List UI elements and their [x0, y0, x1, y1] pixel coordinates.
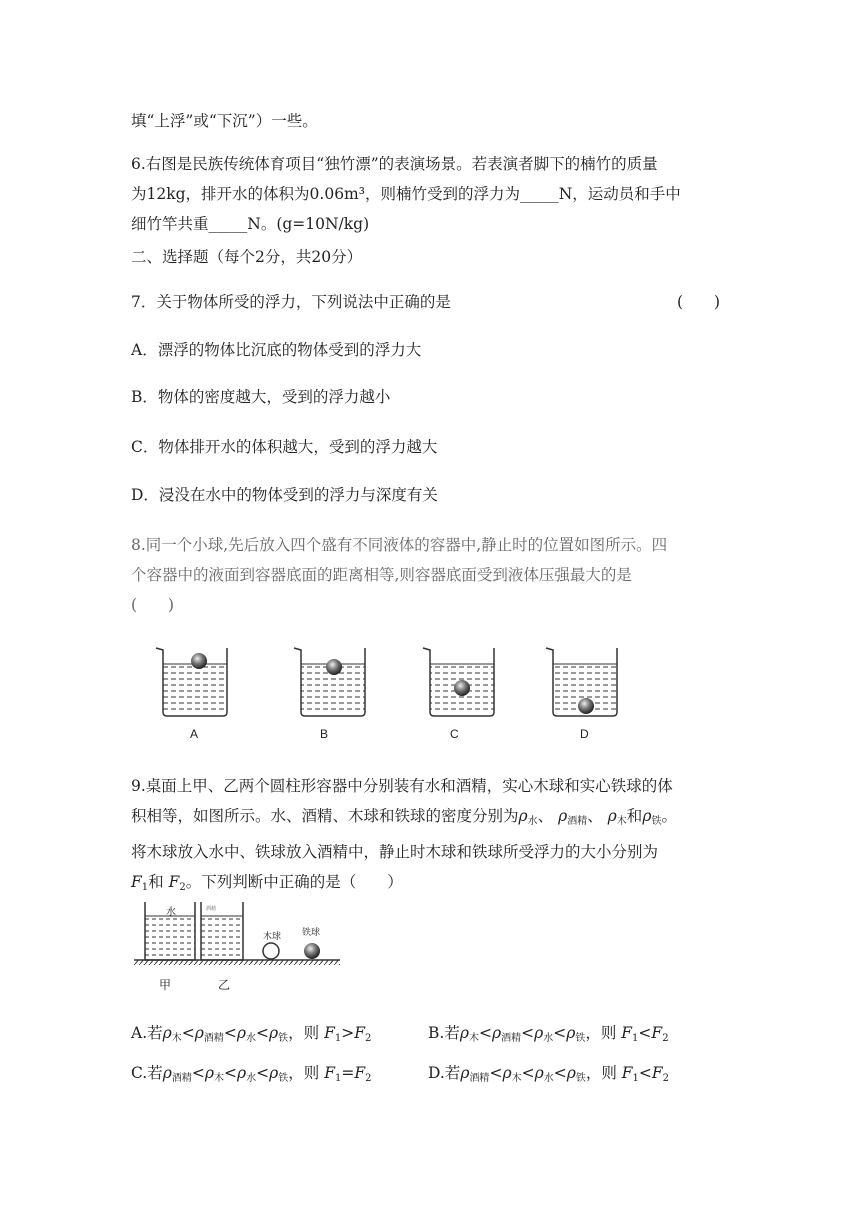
q9-line4: $F_1$和 $F_2$。下列判断中正确的是（ ）: [131, 873, 403, 893]
question-8: [131, 530, 731, 620]
label-water: 水: [166, 907, 176, 918]
iron-ball: [304, 943, 320, 959]
beaker-d: [546, 648, 617, 716]
label-jia: 甲: [159, 978, 172, 992]
q6-line1: 6.右图是民族传统体育项目“独竹漂”的表演场景。若表演者脚下的楠竹的质量: [131, 155, 658, 173]
label-yi: 乙: [218, 978, 231, 992]
section-heading: 二、选择题（每个2分，共20分）: [131, 248, 363, 266]
beaker-label-b: B: [320, 727, 329, 741]
ball-a: [191, 653, 207, 669]
q7-option-b: B．物体的密度越大，受到的浮力越小: [131, 388, 391, 406]
ball-d: [578, 698, 594, 714]
beaker-b: [294, 648, 365, 716]
label-wood-ball: 木球: [263, 931, 282, 941]
q6-line3: 细竹竿共重_____N。(g=10N/kg): [131, 215, 370, 233]
q8-line1: 8.同一个小球,先后放入四个盛有不同液体的容器中,静止时的位置如图所示。四: [131, 536, 668, 554]
q9-option-c: C.若$\rho_{酒精}<\rho_木<\rho_水<\rho_铁$，则 $F_1=F_2$: [131, 1064, 372, 1084]
q6-line2: 为12kg，排开水的体积为0.06m³，则楠竹受到的浮力为_____N，运动员和手中: [131, 185, 681, 203]
q8-beakers-figure: [130, 640, 630, 750]
q8-line2: 个容器中的液面到容器底面的距离相等,则容器底面受到液体压强最大的是: [131, 566, 632, 584]
beaker-label-c: C: [450, 727, 459, 741]
q9-option-b: B.若$\rho_木<\rho_{酒精}<\rho_水<\rho_铁$，则 $F_1<F_2$: [428, 1024, 669, 1044]
label-iron-ball: 铁球: [302, 927, 321, 937]
question-9: [131, 771, 731, 903]
q8-line3: ( ): [131, 596, 175, 614]
q7-option-c: C．物体排开水的体积越大，受到的浮力越大: [131, 438, 438, 456]
question-6: [131, 149, 731, 239]
q7-option-d: D．浸没在水中的物体受到的浮力与深度有关: [131, 486, 438, 504]
q7-answer-paren: ( ): [677, 293, 721, 311]
q9-line1: 9.桌面上甲、乙两个圆柱形容器中分别装有水和酒精，实心木球和实心铁球的体: [131, 777, 673, 795]
q7-stem: 7．关于物体所受的浮力，下列说法中正确的是: [131, 293, 451, 311]
q7-option-a: A．漂浮的物体比沉底的物体受到的浮力大: [131, 341, 422, 359]
q9-line3: 将木球放入水中、铁球放入酒精中，静止时木球和铁球所受浮力的大小分别为: [131, 843, 659, 861]
beaker-c: [423, 648, 494, 716]
wood-ball: [263, 943, 279, 959]
beaker-label-a: A: [190, 727, 199, 741]
q9-option-d: D.若$\rho_{酒精}<\rho_木<\rho_水<\rho_铁$，则 $F_1<F_2$: [428, 1064, 670, 1084]
beaker-label-d: D: [580, 727, 589, 741]
q9-option-a: A.若$\rho_木<\rho_{酒精}<\rho_水<\rho_铁$，则 $F_1>F_2$: [131, 1024, 372, 1044]
ball-c: [454, 680, 470, 696]
ball-b: [326, 659, 342, 675]
label-alcohol: 酒精: [206, 906, 217, 912]
continued-text: 填“上浮”或“下沉”）一些。: [131, 112, 318, 130]
beaker-a: [156, 648, 227, 716]
q9-line2: 积相等，如图所示。水、酒精、木球和铁球的密度分别为$\rho_水$、 $\rho_{酒精}$、 $\rho_木$和$\rho_铁$。: [131, 807, 677, 827]
